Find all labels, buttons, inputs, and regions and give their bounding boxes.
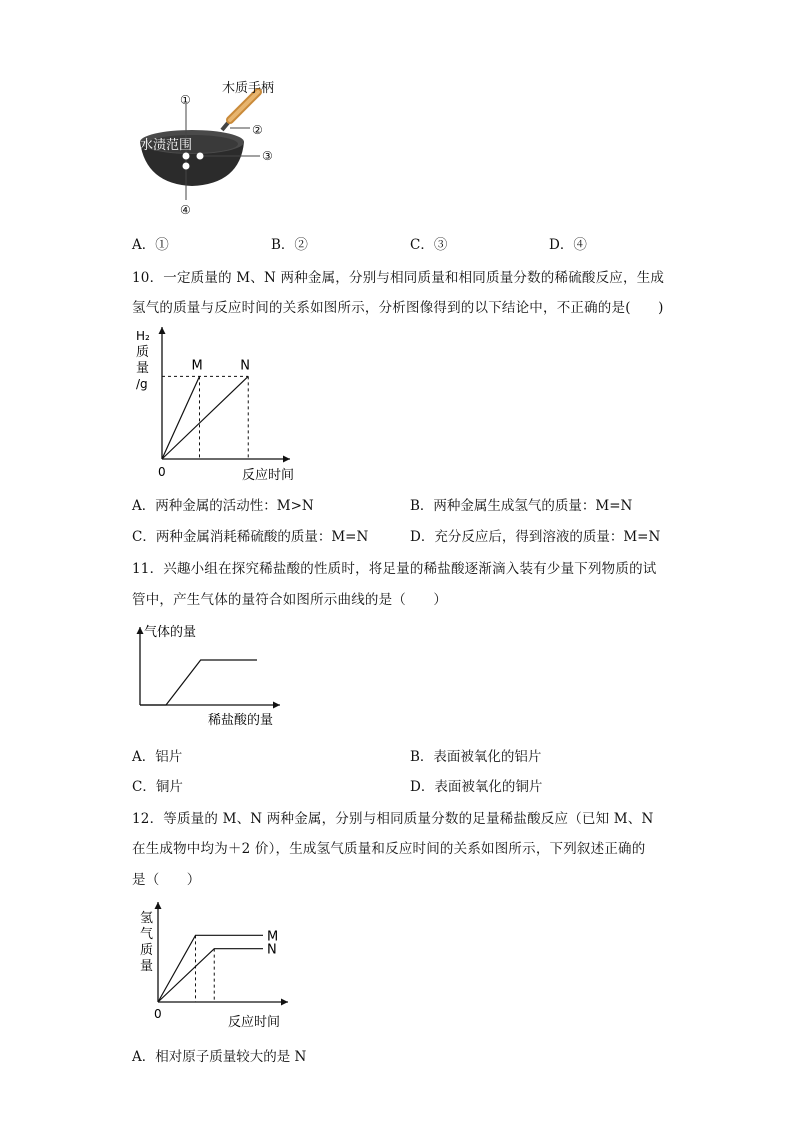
q10-stem-line-2: 氢气的质量与反应时间的关系如图所示，分析图像得到的以下结论中，不正确的是( ) <box>132 300 664 316</box>
q11-y-label: 气体的量 <box>144 625 197 640</box>
q10-y-label-char-1: 质 <box>136 345 150 360</box>
q11-option-d: D．表面被氧化的铜片 <box>410 779 543 795</box>
q11-gas-curve <box>140 660 257 705</box>
q12-chart <box>130 898 300 1037</box>
q11-x-label: 稀盐酸的量 <box>208 713 274 728</box>
water-label: 水渍范围 <box>140 138 193 153</box>
point-dot <box>183 153 190 160</box>
marker-3: ③ <box>262 149 273 163</box>
q10-chart-x-arrow <box>283 456 290 463</box>
q12-chart-x-arrow <box>281 999 288 1006</box>
q11-stem-line-2: 管中，产生气体的量符合如图所示曲线的是（ ） <box>132 592 448 608</box>
wok-figure <box>132 72 302 222</box>
q12-stem-line-1: 12．等质量的 M、N 两种金属，分别与相同质量分数的足量稀盐酸反应（已知 M、N <box>132 811 654 827</box>
q11-option-a: A．铝片 <box>132 749 183 765</box>
q11-option-c: C．铜片 <box>132 779 183 795</box>
q9-option-d: D．④ <box>549 237 587 253</box>
q10-option-d: D．充分反应后，得到溶液的质量：M=N <box>410 529 661 545</box>
q10-chart <box>130 322 320 491</box>
q12-x-label: 反应时间 <box>228 1015 281 1030</box>
q12-series-n-line <box>158 949 263 1002</box>
point-dot <box>197 153 204 160</box>
q11-chart <box>130 620 290 739</box>
q12-y-label-char: 量 <box>140 959 154 974</box>
q11-stem-line-1: 11．兴趣小组在探究稀盐酸的性质时，将足量的稀盐酸逐渐滴入装有少量下列物质的试 <box>132 561 657 577</box>
q10-stem-line-1: 10．一定质量的 M、N 两种金属，分别与相同质量和相同质量分数的稀硫酸反应，生成 <box>132 270 665 286</box>
q12-origin-label: 0 <box>154 1007 162 1021</box>
q12-series-m-line <box>158 935 263 1002</box>
q12-stem-line-2: 在生成物中均为＋2 价），生成氢气质量和反应时间的关系如图所示，下列叙述正确的 <box>132 841 646 857</box>
q12-y-label-char: 气 <box>140 927 154 942</box>
q10-series-n-line <box>162 376 248 459</box>
q10-option-a: A．两种金属的活动性：M>N <box>132 498 314 514</box>
q10-label-n: N <box>240 358 250 374</box>
q12-option-a: A．相对原子质量较大的是 N <box>132 1049 307 1065</box>
point-dot <box>183 163 190 170</box>
q10-option-b: B．两种金属生成氢气的质量：M=N <box>410 498 633 514</box>
q11-chart-x-arrow <box>273 702 280 709</box>
q11-option-b: B．表面被氧化的铝片 <box>410 749 542 765</box>
q9-option-a: A．① <box>132 237 169 253</box>
q12-label-n: N <box>267 942 277 958</box>
wok-illustration <box>132 72 302 222</box>
marker-1: ① <box>180 93 191 107</box>
q12-stem-line-3: 是（ ） <box>132 872 201 888</box>
q11-chart-svg <box>130 620 290 735</box>
q10-x-label: 反应时间 <box>242 468 295 483</box>
wok-handle-highlight <box>230 92 258 120</box>
q9-option-b: B．② <box>271 237 308 253</box>
q9-option-c: C．③ <box>410 237 448 253</box>
q10-option-c: C．两种金属消耗稀硫酸的质量：M=N <box>132 529 369 545</box>
q10-series-m-line <box>162 376 200 459</box>
marker-2: ② <box>252 123 263 137</box>
q10-y-label-unit: /g <box>136 377 148 391</box>
q10-y-label-char-2: 量 <box>136 361 150 376</box>
q10-chart-y-arrow <box>159 327 166 334</box>
q12-y-label-char: 质 <box>140 943 154 958</box>
q10-label-m: M <box>191 358 203 374</box>
q12-chart-svg <box>130 898 300 1033</box>
q12-y-label-char: 氢 <box>140 911 154 926</box>
handle-label: 木质手柄 <box>222 81 275 96</box>
marker-4: ④ <box>180 203 191 217</box>
q10-origin-label: 0 <box>158 465 166 479</box>
q10-y-label-h2: H₂ <box>136 329 150 343</box>
q12-label-m: M <box>267 929 279 945</box>
q10-chart-svg <box>130 322 320 487</box>
q11-chart-y-arrow <box>137 627 144 634</box>
q12-chart-y-arrow <box>155 902 162 909</box>
